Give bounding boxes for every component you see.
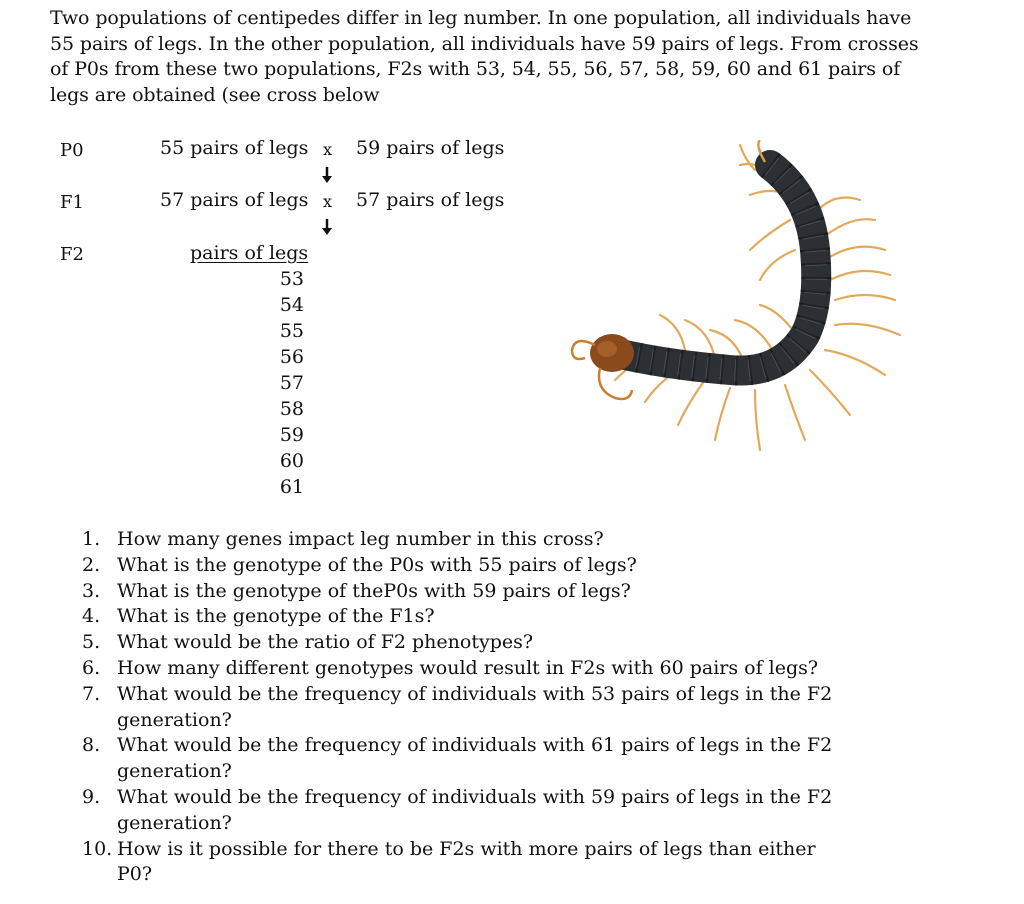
question-item <box>82 553 842 579</box>
p0-left-parent: 55 pairs of legs <box>160 137 309 159</box>
question-text: What is the genotype of theP0s with 59 pairs of legs? <box>117 579 631 602</box>
f1-left-parent: 57 pairs of legs <box>160 189 309 211</box>
generation-label-f2: F2 <box>60 244 84 265</box>
question-text: What would be the ratio of F2 phenotypes? <box>117 631 534 654</box>
f2-value: 53 <box>279 268 304 290</box>
question-text: What is the genotype of the F1s? <box>117 605 435 628</box>
question-item <box>82 579 842 605</box>
question-number: 10. <box>82 837 113 860</box>
f2-value: 56 <box>279 346 304 368</box>
f1-right-parent: 57 pairs of legs <box>356 189 505 211</box>
down-arrow-icon <box>320 166 334 184</box>
question-text: How many different genotypes would result in F2s with 60 pairs of legs? <box>117 656 819 679</box>
question-item <box>82 682 842 734</box>
intro-paragraph: Two populations of centipedes differ in leg number. In one population, all individuals have 55 pairs of legs. In the other population, all individuals have 59 pairs of legs. From crosses of P0s from these two populations, F2s with 53, 54, 55, 56, 57, 58, 59, 60 and 61 pairs of legs are obtained (see cross below <box>50 7 919 106</box>
question-number: 5. <box>82 631 101 654</box>
p0-right-parent: 59 pairs of legs <box>356 137 505 159</box>
f2-value: 58 <box>279 398 304 420</box>
centipede-image <box>560 140 920 470</box>
question-item <box>82 630 842 656</box>
f2-value: 60 <box>279 450 304 472</box>
f2-value: 57 <box>279 372 304 394</box>
question-item <box>82 527 842 553</box>
generation-label-p0: P0 <box>60 140 84 161</box>
question-number: 7. <box>82 682 101 705</box>
question-text: What would be the frequency of individuals with 53 pairs of legs in the F2 generation? <box>117 682 833 731</box>
question-item <box>82 656 842 682</box>
generation-label-f1: F1 <box>60 192 84 213</box>
f2-leg-values <box>240 266 304 500</box>
f2-value: 55 <box>279 320 304 342</box>
question-number: 3. <box>82 579 101 602</box>
question-number: 2. <box>82 553 101 576</box>
question-number: 1. <box>82 528 101 550</box>
question-item <box>82 837 842 889</box>
down-arrow-icon <box>320 218 334 236</box>
f1-cross-symbol: x <box>323 192 333 211</box>
question-text: What would be the frequency of individuals with 61 pairs of legs in the F2 generation? <box>117 734 833 783</box>
f2-value: 61 <box>279 476 304 498</box>
question-number: 6. <box>82 656 101 679</box>
question-text: How is it possible for there to be F2s with more pairs of legs than either P0? <box>117 837 816 886</box>
question-number: 4. <box>82 605 101 628</box>
question-item <box>82 733 842 785</box>
f2-value: 54 <box>279 294 304 316</box>
question-number: 8. <box>82 734 101 757</box>
question-number: 9. <box>82 785 101 808</box>
question-list <box>82 527 842 888</box>
question-item <box>82 785 842 837</box>
question-text: What is the genotype of the P0s with 55 pairs of legs? <box>117 553 637 576</box>
f2-value: 59 <box>279 424 304 446</box>
question-item <box>82 604 842 630</box>
p0-cross-symbol: x <box>323 140 333 159</box>
question-text: What would be the frequency of individuals with 59 pairs of legs in the F2 generation? <box>117 785 833 834</box>
question-text: How many genes impact leg number in this cross? <box>117 528 604 550</box>
f2-pairs-header: pairs of legs <box>190 242 309 264</box>
